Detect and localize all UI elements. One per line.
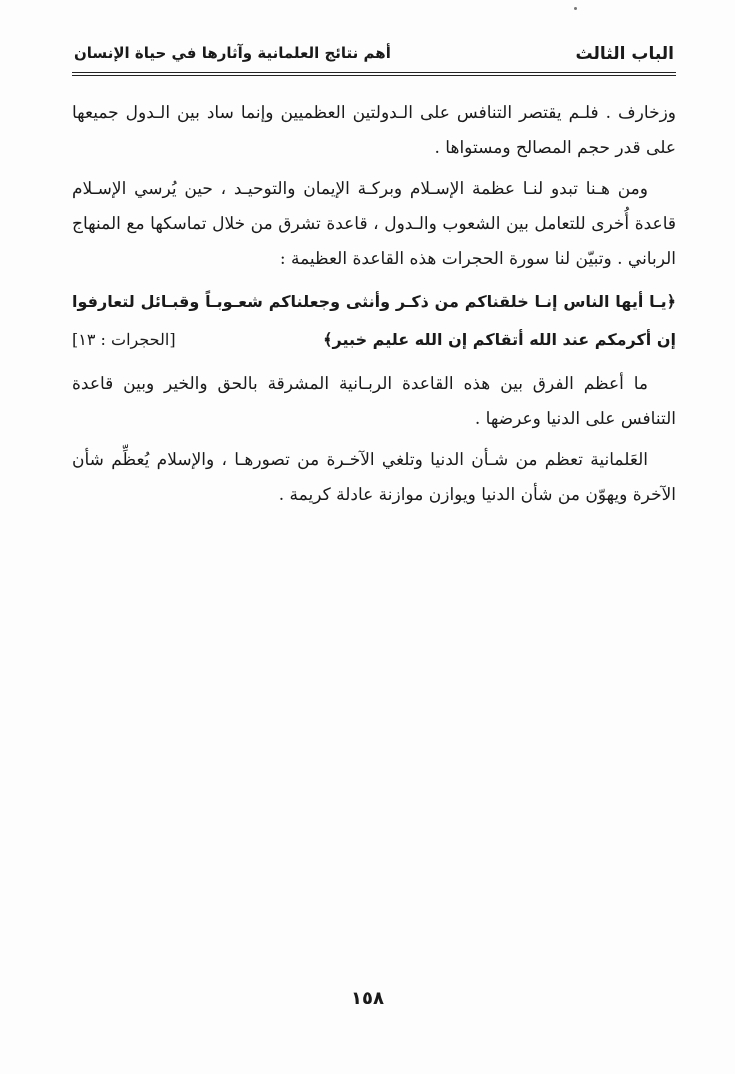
paragraph-4: العَلمانية تعظم من شـأن الدنيا وتلغي الآخـرة من تصورهـا ، والإسلام يُعظِّم شأن الآخرة ويهوّن من شأن الدنيا ويوازن موازنة عادلة كريمة . <box>72 450 676 505</box>
running-header <box>74 40 674 74</box>
book-title: أهم نتائج العلمانية وآثارها في حياة الإنسان <box>74 44 391 62</box>
verse-text: ﴿يـا أيها الناس إنـا خلقناكم من ذكـر وأنثى وجعلناكم شعـوبـاً وقبـائل لتعارفوا إن أكرمكم عند الله أتقاكم إن الله عليم خبير﴾ <box>72 292 676 349</box>
paragraph-1: وزخارف . فلـم يقتصر التنافس على الـدولتين العظميين وإنما ساد بين الـدول جميعها على قدر حجم المصالح ومستواها . <box>72 103 676 158</box>
scan-speck <box>574 7 577 10</box>
paragraph-2: ومن هـنا تبدو لنـا عظمة الإسـلام وبركـة الإيمان والتوحيـد ، حين يُرسي الإسـلام قاعدة أُخرى للتعامل بين الشعوب والـدول ، قاعدة تشرق من خلال تماسكها مع المنهاج الرباني . وتبيّن لنا سورة الحجرات هذه القاعدة العظيمة : <box>72 179 676 269</box>
page-number: ١٥٨ <box>351 988 384 1009</box>
paragraph-3: ما أعظم الفرق بين هذه القاعدة الربـانية المشرقة بالحق والخير وبين قاعدة التنافس على الدنيا وعرضها . <box>72 374 676 429</box>
body-text <box>72 96 676 519</box>
chapter-title: الباب الثالث <box>575 44 674 64</box>
header-rule <box>72 72 676 76</box>
quran-verse <box>72 283 676 359</box>
verse-reference: [الحجرات : ١٣] <box>72 330 176 349</box>
